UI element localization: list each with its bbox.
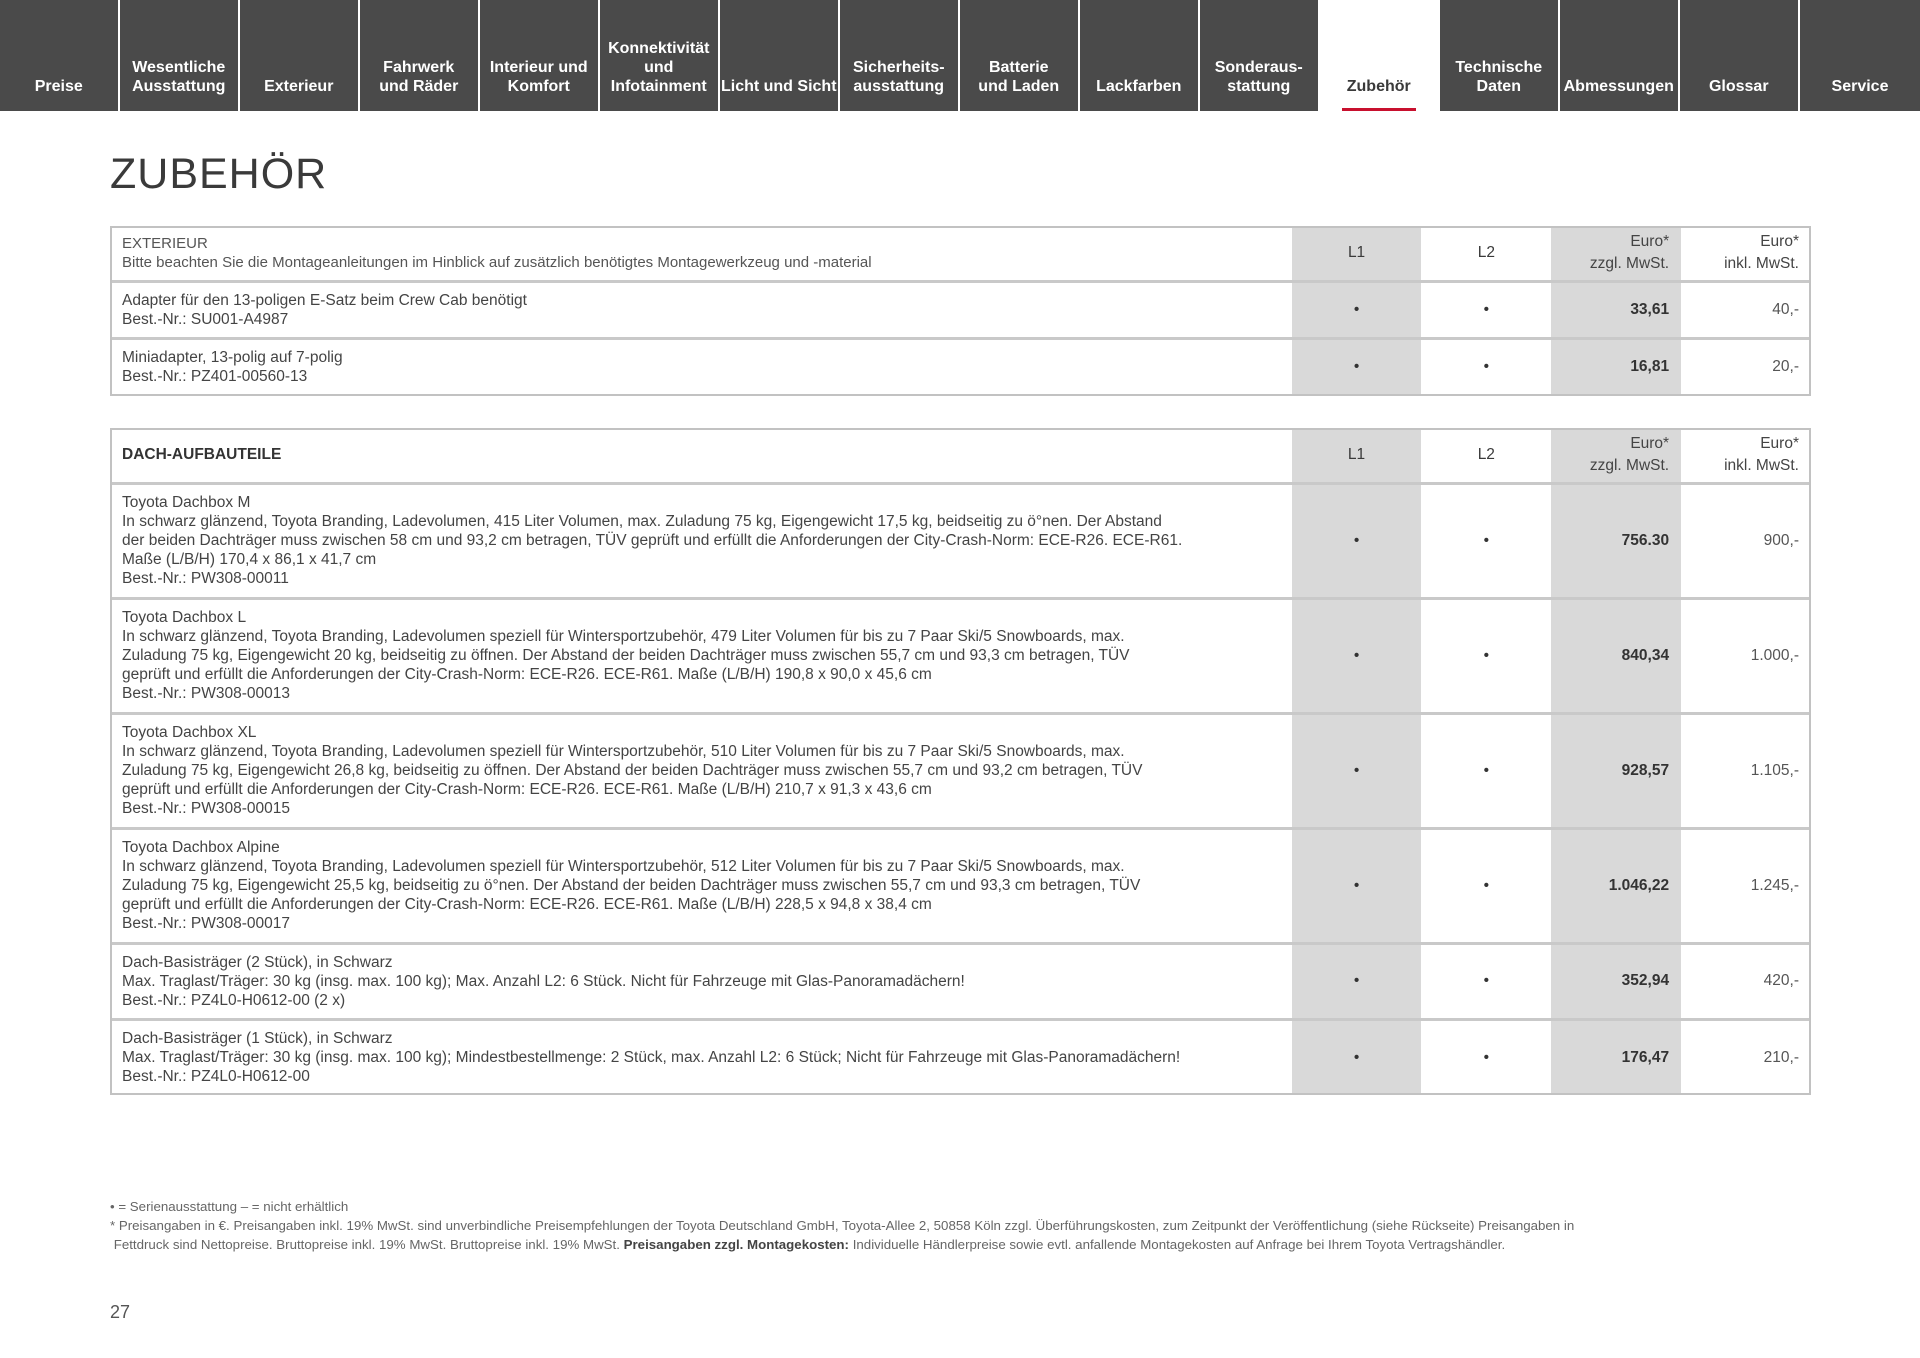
item-detail-line: Zuladung 75 kg, Eigengewicht 26,8 kg, beidseitig zu öffnen. Der Abstand der beiden Dachträger muss zwischen 55,7 cm und 93,2 cm betragen, TÜV — [122, 762, 1143, 779]
item-description — [110, 281, 1292, 338]
item-detail-line: geprüft und erfüllt die Anforderungen der City-Crash-Norm: ECE-R26. ECE-R61. Maße (L/B/H) 210,7 x 91,3 x 43,6 cm — [122, 781, 932, 798]
tab-label: Zubehör — [1346, 78, 1411, 95]
availability-l1: • — [1292, 943, 1422, 1019]
item-detail-line: der beiden Dachträger muss zwischen 58 cm und 93,2 cm betragen, TÜV geprüft und erfüllt die Anforderungen der City-Crash-Norm: ECE-R26. ECE-R61. — [122, 532, 1183, 549]
table-row — [110, 598, 1811, 713]
dach-table — [110, 428, 1811, 1095]
section-header-cell — [110, 226, 1292, 281]
table-row — [110, 338, 1811, 395]
item-description — [110, 598, 1292, 713]
price-gross: 40,- — [1681, 281, 1811, 338]
page-title: ZUBEHÖR — [110, 150, 328, 198]
section-caption: EXTERIEUR — [122, 234, 208, 252]
item-order-number: Best.-Nr.: PW308-00013 — [122, 685, 290, 702]
item-title: Adapter für den 13-poligen E-Satz beim Crew Cab benötigt — [122, 291, 527, 309]
tab-label: Sonderaus- stattung — [1214, 59, 1303, 95]
footnote-line-1: * Preisangaben in €. Preisangaben inkl. 19% MwSt. sind unverbindliche Preisempfehlungen der Toyota Deutschland GmbH, Toyota-Allee 2, 50858 Köln zzgl. Überführungskosten, zum Zeitpunkt der Veröffentlichung (siehe Rückseite) Preisangaben in — [110, 1218, 1575, 1233]
column-header-l1: L1 — [1292, 226, 1422, 281]
tab-label: Preise — [34, 78, 83, 95]
item-detail-line: Max. Traglast/Träger: 30 kg (insg. max. 100 kg); Mindestbestellmenge: 2 Stück, max. Anzahl L2: 6 Stück; Nicht für Fahrzeuge mit Glas-Panoramadächern! — [122, 1049, 1181, 1067]
tab-4[interactable] — [480, 0, 598, 111]
availability-l1: • — [1292, 338, 1422, 395]
tab-10[interactable] — [1200, 0, 1318, 111]
availability-l1: • — [1292, 483, 1422, 598]
item-order-number: Best.-Nr.: PW308-00011 — [122, 570, 289, 587]
item-detail-line: In schwarz glänzend, Toyota Branding, Ladevolumen, 415 Liter Volumen, max. Zuladung 75 kg, Eigengewicht 17,5 kg, beidseitig zu ö°nen. Der Abstand — [122, 513, 1162, 530]
availability-l2: • — [1421, 713, 1551, 828]
price-gross: 20,- — [1681, 338, 1811, 395]
tab-label: Glossar — [1708, 78, 1769, 95]
tab-8[interactable] — [960, 0, 1078, 111]
price-net: 756.30 — [1551, 483, 1681, 598]
price-net: 176,47 — [1551, 1019, 1681, 1095]
footnote-legend: • = Serienausstattung – = nicht erhältlich — [110, 1199, 349, 1214]
item-order-number: Best.-Nr.: PZ401-00560-13 — [122, 368, 308, 386]
table-header-row — [110, 226, 1811, 281]
price-net: 33,61 — [1551, 281, 1681, 338]
availability-l2: • — [1421, 943, 1551, 1019]
item-title: Miniadapter, 13-polig auf 7-polig — [122, 349, 343, 367]
availability-l2: • — [1421, 598, 1551, 713]
tab-0[interactable] — [0, 0, 118, 111]
availability-l2: • — [1421, 483, 1551, 598]
price-gross: 420,- — [1681, 943, 1811, 1019]
item-detail-line: Zuladung 75 kg, Eigengewicht 25,5 kg, beidseitig zu ö°nen. Der Abstand der beiden Dachträger muss zwischen 55,7 cm und 93,3 cm betragen, TÜV — [122, 877, 1141, 894]
tab-5[interactable] — [600, 0, 718, 111]
item-detail-line: In schwarz glänzend, Toyota Branding, Ladevolumen speziell für Wintersportzubehör, 510 Liter Volumen für bis zu 7 Paar Ski/5 Snowboards, max. — [122, 743, 1125, 760]
availability-l1: • — [1292, 1019, 1422, 1095]
item-detail-line: geprüft und erfüllt die Anforderungen der City-Crash-Norm: ECE-R26. ECE-R61. Maße (L/B/H) 190,8 x 90,0 x 45,6 cm — [122, 666, 932, 683]
exterieur-table — [110, 226, 1811, 395]
tab-6[interactable] — [720, 0, 838, 111]
table-row — [110, 1019, 1811, 1095]
tab-label: Batterie und Laden — [978, 59, 1060, 95]
tab-3[interactable] — [360, 0, 478, 111]
tab-11[interactable] — [1320, 0, 1438, 111]
availability-l2: • — [1421, 828, 1551, 943]
price-gross: 1.105,- — [1681, 713, 1811, 828]
item-title: Toyota Dachbox Alpine — [122, 839, 280, 856]
item-description — [110, 713, 1292, 828]
tab-1[interactable] — [120, 0, 238, 111]
tab-label: Interieur und Komfort — [489, 59, 588, 95]
tab-2[interactable] — [240, 0, 358, 111]
availability-l1: • — [1292, 598, 1422, 713]
item-description — [110, 828, 1292, 943]
tab-label: Service — [1831, 78, 1889, 95]
item-order-number: Best.-Nr.: PZ4L0-H0612-00 (2 x) — [122, 991, 346, 1009]
tab-label: Wesentliche Ausstattung — [132, 59, 226, 95]
table-row — [110, 713, 1811, 828]
column-header-net: Euro* zzgl. MwSt. — [1551, 428, 1681, 483]
price-gross: 1.000,- — [1681, 598, 1811, 713]
item-detail-line: In schwarz glänzend, Toyota Branding, Ladevolumen speziell für Wintersportzubehör, 512 Liter Volumen für bis zu 7 Paar Ski/5 Snowboards, max. — [122, 858, 1125, 875]
price-net: 16,81 — [1551, 338, 1681, 395]
section-note: Bitte beachten Sie die Montageanleitungen im Hinblick auf zusätzlich benötigtes Montagewerkzeug und -material — [122, 253, 872, 271]
availability-l1: • — [1292, 281, 1422, 338]
price-gross: 210,- — [1681, 1019, 1811, 1095]
table-row — [110, 828, 1811, 943]
item-title: Toyota Dachbox M — [122, 494, 251, 511]
column-header-l2: L2 — [1421, 226, 1551, 281]
table-header-row — [110, 428, 1811, 483]
price-gross: 900,- — [1681, 483, 1811, 598]
price-net: 928,57 — [1551, 713, 1681, 828]
section-tab-bar — [0, 0, 1920, 111]
active-tab-indicator — [1342, 108, 1416, 111]
item-description — [110, 943, 1292, 1019]
tab-label: Exterieur — [264, 78, 334, 95]
price-net: 1.046,22 — [1551, 828, 1681, 943]
tab-9[interactable] — [1080, 0, 1198, 111]
item-detail-line: Maße (L/B/H) 170,4 x 86,1 x 41,7 cm — [122, 551, 377, 568]
footnotes — [110, 1197, 1810, 1254]
item-order-number: Best.-Nr.: PW308-00015 — [122, 800, 290, 817]
availability-l2: • — [1421, 338, 1551, 395]
item-title: Dach-Basisträger (2 Stück), in Schwarz — [122, 953, 393, 971]
item-description — [110, 1019, 1292, 1095]
availability-l2: • — [1421, 281, 1551, 338]
item-order-number: Best.-Nr.: PW308-00017 — [122, 915, 290, 932]
table-row — [110, 281, 1811, 338]
item-detail-line: Zuladung 75 kg, Eigengewicht 20 kg, beidseitig zu öffnen. Der Abstand der beiden Dachträger muss zwischen 55,7 cm und 93,3 cm betragen, TÜV — [122, 647, 1130, 664]
column-header-net: Euro* zzgl. MwSt. — [1551, 226, 1681, 281]
price-gross: 1.245,- — [1681, 828, 1811, 943]
column-header-l1: L1 — [1292, 428, 1422, 483]
page-number: 27 — [110, 1302, 131, 1322]
tab-label: Technische Daten — [1455, 59, 1543, 95]
tab-7[interactable] — [840, 0, 958, 111]
item-description — [110, 483, 1292, 598]
table-row — [110, 483, 1811, 598]
item-detail-line: Max. Traglast/Träger: 30 kg (insg. max. 100 kg); Max. Anzahl L2: 6 Stück. Nicht für Fahrzeuge mit Glas-Panoramadächern! — [122, 972, 965, 990]
section-header-cell — [110, 428, 1292, 483]
price-net: 352,94 — [1551, 943, 1681, 1019]
column-header-l2: L2 — [1421, 428, 1551, 483]
tab-15[interactable] — [1800, 0, 1920, 111]
tab-label: Lackfarben — [1096, 78, 1182, 95]
price-net: 840,34 — [1551, 598, 1681, 713]
tab-12[interactable] — [1440, 0, 1558, 111]
column-header-gross: Euro* inkl. MwSt. — [1724, 434, 1799, 474]
section-caption: DACH-AUFBAUTEILE — [122, 446, 282, 464]
item-order-number: Best.-Nr.: PZ4L0-H0612-00 — [122, 1068, 310, 1086]
item-description — [110, 338, 1292, 395]
tab-label: Licht und Sicht — [720, 78, 837, 95]
tab-13[interactable] — [1560, 0, 1678, 111]
availability-l1: • — [1292, 713, 1422, 828]
footnote-line-2: Fettdruck sind Nettopreise. Bruttopreise inkl. 19% MwSt. Bruttopreise inkl. 19% MwSt. Preisangaben zzgl. Montagekosten: Individuelle Händlerpreise sowie evtl. anfallende Montagekosten auf Anfrage bei Ihrem Toyota Vertragshändler. — [113, 1237, 1506, 1252]
tab-label: Konnektivität und Infotainment — [608, 40, 710, 95]
tab-14[interactable] — [1680, 0, 1798, 111]
item-title: Toyota Dachbox L — [122, 609, 247, 626]
tab-label: Abmessungen — [1563, 78, 1674, 95]
item-detail-line: geprüft und erfüllt die Anforderungen der City-Crash-Norm: ECE-R26. ECE-R61. Maße (L/B/H) 228,5 x 94,8 x 38,4 cm — [122, 896, 932, 913]
tab-label: Sicherheits- ausstattung — [852, 59, 945, 95]
tab-label: Fahrwerk und Räder — [379, 59, 459, 95]
item-detail-line: In schwarz glänzend, Toyota Branding, Ladevolumen speziell für Wintersportzubehör, 479 Liter Volumen für bis zu 7 Paar Ski/5 Snowboards, max. — [122, 628, 1125, 645]
table-row — [110, 943, 1811, 1019]
item-order-number: Best.-Nr.: SU001-A4987 — [122, 310, 289, 328]
item-title: Dach-Basisträger (1 Stück), in Schwarz — [122, 1030, 393, 1048]
column-header-gross: Euro* inkl. MwSt. — [1724, 232, 1799, 272]
availability-l2: • — [1421, 1019, 1551, 1095]
availability-l1: • — [1292, 828, 1422, 943]
item-title: Toyota Dachbox XL — [122, 724, 257, 741]
